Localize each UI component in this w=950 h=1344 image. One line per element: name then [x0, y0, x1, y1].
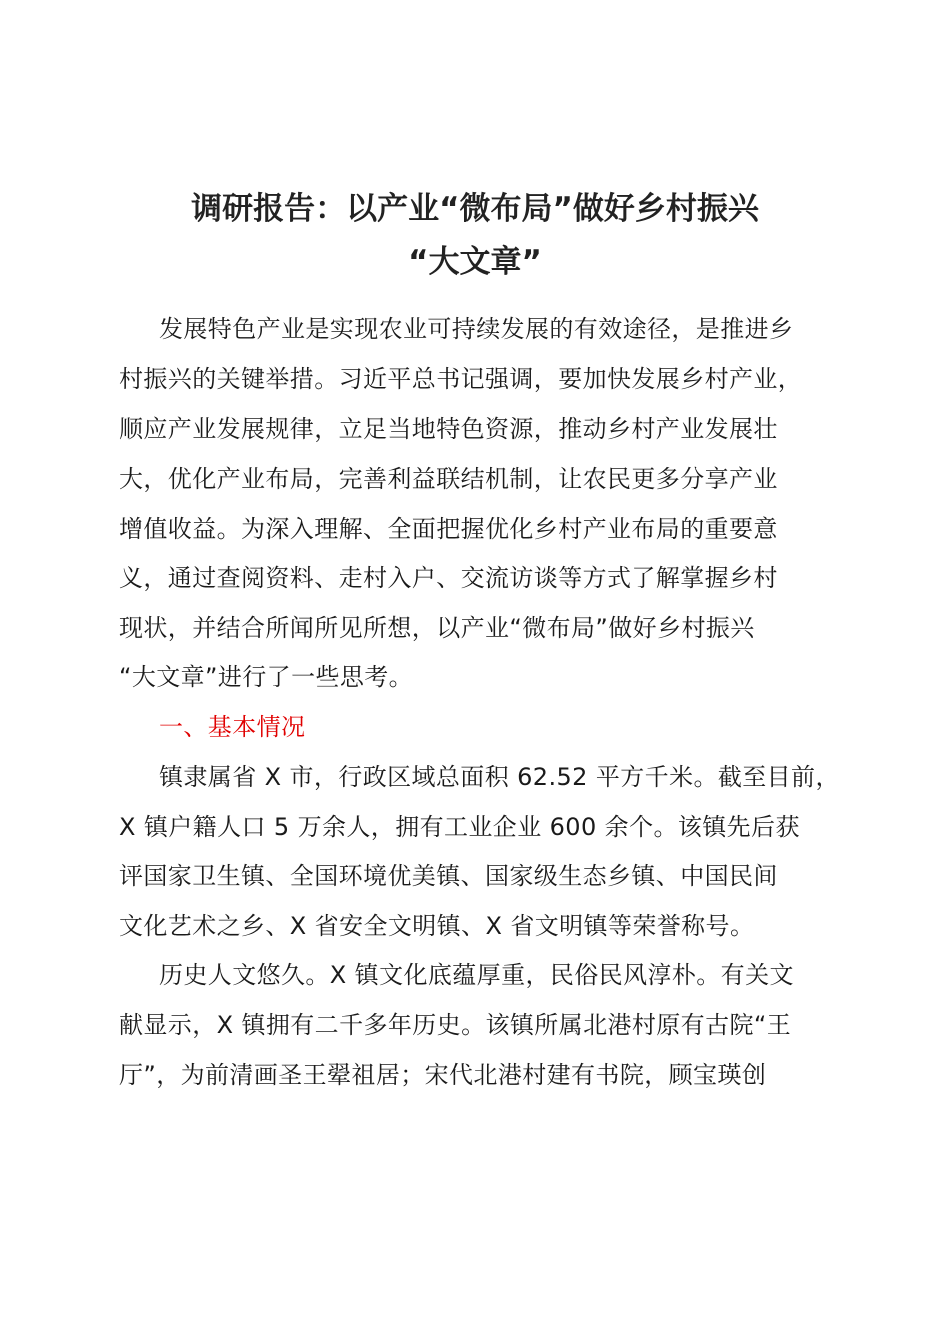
section-heading: 一、基本情况: [159, 713, 306, 741]
intro-paragraph-line: 顺应产业发展规律，立足当地特色资源，推动乡村产业发展壮: [119, 415, 778, 443]
intro-paragraph-line: 义，通过查阅资料、走村入户、交流访谈等方式了解掌握乡村: [119, 564, 778, 592]
document-title-line-2: “大文章”: [408, 244, 542, 280]
intro-paragraph-line: 发展特色产业是实现农业可持续发展的有效途径，是推进乡: [159, 315, 794, 343]
history-paragraph-line: 历史人文悠久。X 镇文化底蕴厚重，民俗民风淳朴。有关文: [159, 961, 794, 989]
document-title-line-1: 调研报告：以产业“微布局”做好乡村振兴: [191, 191, 759, 227]
intro-paragraph-line: “大文章”进行了一些思考。: [119, 663, 414, 691]
basic-paragraph-line: 文化艺术之乡、X 省安全文明镇、X 省文明镇等荣誉称号。: [119, 912, 755, 940]
intro-paragraph-line: 大，优化产业布局，完善利益联结机制，让农民更多分享产业: [119, 465, 778, 493]
intro-paragraph-line: 村振兴的关键举措。习近平总书记强调，要加快发展乡村产业，: [119, 365, 803, 393]
basic-paragraph-line: 评国家卫生镇、全国环境优美镇、国家级生态乡镇、中国民间: [119, 862, 778, 890]
basic-paragraph-line: 镇隶属省 X 市，行政区域总面积 62.52 平方千米。截至目前，: [159, 763, 840, 791]
intro-paragraph-line: 现状，并结合所闻所见所想，以产业“微布局”做好乡村振兴: [119, 614, 755, 642]
basic-paragraph-line: X 镇户籍人口 5 万余人，拥有工业企业 600 余个。该镇先后获: [119, 813, 800, 841]
history-paragraph-line: 献显示，X 镇拥有二千多年历史。该镇所属北港村原有古院“王: [119, 1011, 792, 1039]
history-paragraph-line: 厅”，为前清画圣王翚祖居；宋代北港村建有书院，顾宝瑛创: [119, 1061, 767, 1089]
intro-paragraph-line: 增值收益。为深入理解、全面把握优化乡村产业布局的重要意: [119, 515, 778, 543]
